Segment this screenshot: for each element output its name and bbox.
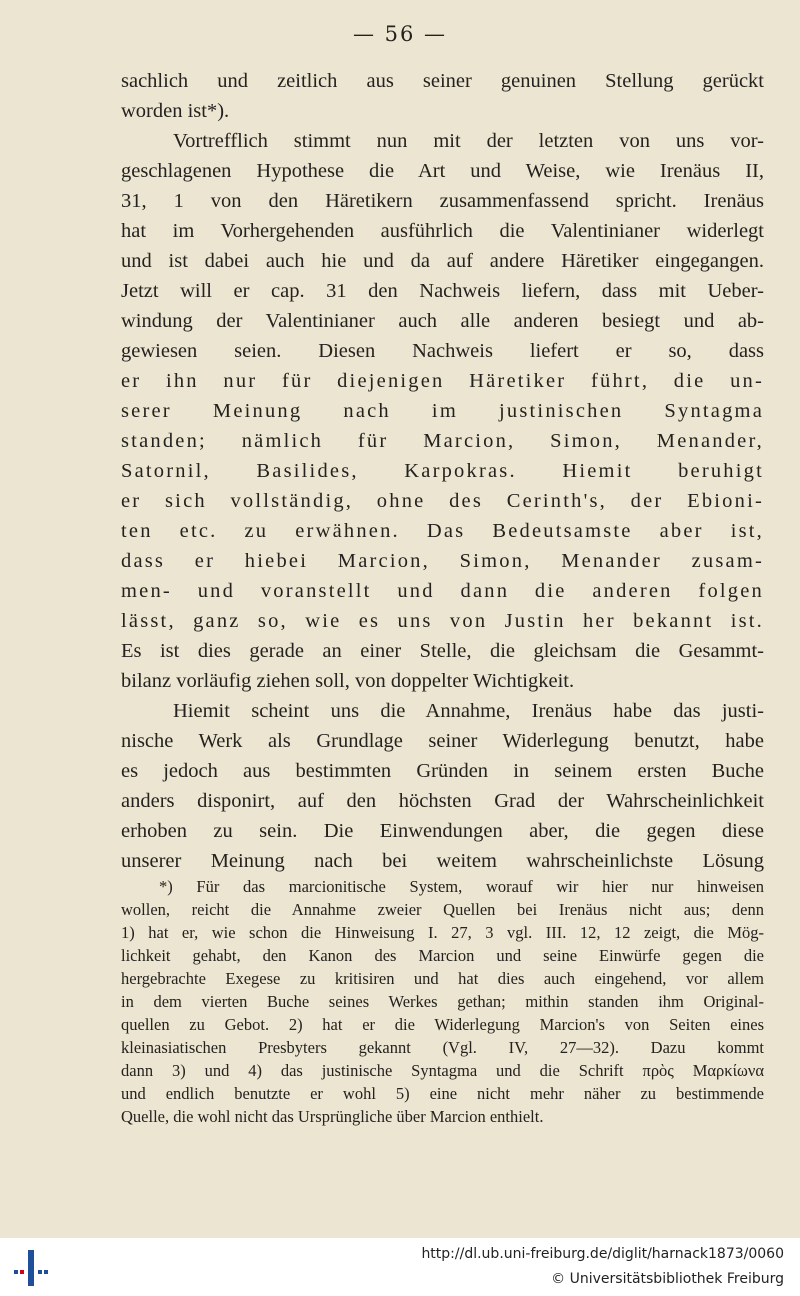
text-line: bilanz vorläufig ziehen soll, von doppelter Wichtigkeit.	[121, 670, 575, 692]
text-line: Satornil, Basilides, Karpokras. Hiemit beruhigt	[121, 460, 764, 482]
text-line: 31, 1 von den Häretikern zusammenfassend spricht. Irenäus	[121, 190, 764, 212]
text-line: und ist dabei auch hie und da auf andere Häretiker eingegangen.	[121, 250, 764, 272]
footnote-line: hergebrachte Exegese zu kritisiren und hat dies auch eingehend, vor allem	[121, 969, 764, 988]
footnote-line: quellen zu Gebot. 2) hat er die Widerlegung Marcion's von Seiten eines	[121, 1015, 764, 1034]
footnote-line: in dem vierten Buche seines Werkes gethan; mithin standen ihm Original-	[121, 992, 764, 1011]
footnote-line: *) Für das marcionitische System, worauf wir hier nur hinweisen	[159, 877, 764, 896]
text-line: geschlagenen Hypothese die Art und Weise, wie Irenäus II,	[121, 160, 764, 182]
footnote-line: kleinasiatischen Presbyters gekannt (Vgl. IV, 27—32). Dazu kommt	[121, 1038, 764, 1057]
text-line: Es ist dies gerade an einer Stelle, die gleichsam die Gesammt-	[121, 640, 764, 662]
footnote-line: wollen, reicht die Annahme zweier Quellen bei Irenäus nicht aus; denn	[121, 900, 764, 919]
footnote-line: dann 3) und 4) das justinische Syntagma und die Schrift πρὸς Μαρκίωνα	[121, 1061, 764, 1080]
source-url[interactable]: http://dl.ub.uni-freiburg.de/diglit/harnack1873/0060	[421, 1246, 784, 1262]
text-line: nische Werk als Grundlage seiner Widerlegung benutzt, habe	[121, 730, 764, 752]
footnote-line: Quelle, die wohl nicht das Ursprüngliche über Marcion enthielt.	[121, 1107, 544, 1126]
footnote-line: 1) hat er, wie schon die Hinweisung I. 27, 3 vgl. III. 12, 12 zeigt, die Mög-	[121, 923, 764, 942]
text-line: anders disponirt, auf den höchsten Grad der Wahrscheinlichkeit	[121, 790, 764, 812]
text-line: Vortrefflich stimmt nun mit der letzten von uns vor-	[173, 130, 764, 152]
text-line: ten etc. zu erwähnen. Das Bedeutsamste aber ist,	[121, 520, 764, 542]
text-line: es jedoch aus bestimmten Gründen in seinem ersten Buche	[121, 760, 764, 782]
footnote	[121, 875, 764, 1128]
copyright-notice: © Universitätsbibliothek Freiburg	[551, 1271, 784, 1287]
text-line: Jetzt will er cap. 31 den Nachweis liefern, dass mit Ueber-	[121, 280, 764, 302]
viewer-footer	[0, 1238, 800, 1296]
text-line: unserer Meinung nach bei weitem wahrscheinlichste Lösung	[121, 850, 764, 872]
text-line: gewiesen seien. Diesen Nachweis liefert er so, dass	[121, 340, 764, 362]
footnote-line: lichkeit gehabt, den Kanon des Marcion und seine Einwürfe gegen die	[121, 946, 764, 965]
text-line: erhoben zu sein. Die Einwendungen aber, die gegen diese	[121, 820, 764, 842]
text-line: standen; nämlich für Marcion, Simon, Menander,	[121, 430, 764, 452]
text-line: men- und voranstellt und dann die anderen folgen	[121, 580, 764, 602]
text-line: lässt, ganz so, wie es uns von Justin her bekannt ist.	[121, 610, 764, 632]
text-line: hat im Vorhergehenden ausführlich die Valentinianer widerlegt	[121, 220, 764, 242]
page-number: — 56 —	[352, 22, 448, 46]
text-line: Hiemit scheint uns die Annahme, Irenäus habe das justi-	[173, 700, 764, 722]
text-line: er ihn nur für diejenigen Häretiker führt, die un-	[121, 370, 764, 392]
text-line: serer Meinung nach im justinischen Syntagma	[121, 400, 764, 422]
text-line: dass er hiebei Marcion, Simon, Menander zusam-	[121, 550, 764, 572]
footnote-line: und endlich benutzte er wohl 5) eine nicht mehr näher zu bestimmende	[121, 1084, 764, 1103]
main-text	[121, 66, 764, 876]
ub-freiburg-logo-icon	[14, 1248, 48, 1288]
text-line: windung der Valentinianer auch alle anderen besiegt und ab-	[121, 310, 764, 332]
text-line: worden ist*).	[121, 100, 230, 122]
text-line: er sich vollständig, ohne des Cerinth's, der Ebioni-	[121, 490, 764, 512]
text-line: sachlich und zeitlich aus seiner genuinen Stellung gerückt	[121, 70, 764, 92]
